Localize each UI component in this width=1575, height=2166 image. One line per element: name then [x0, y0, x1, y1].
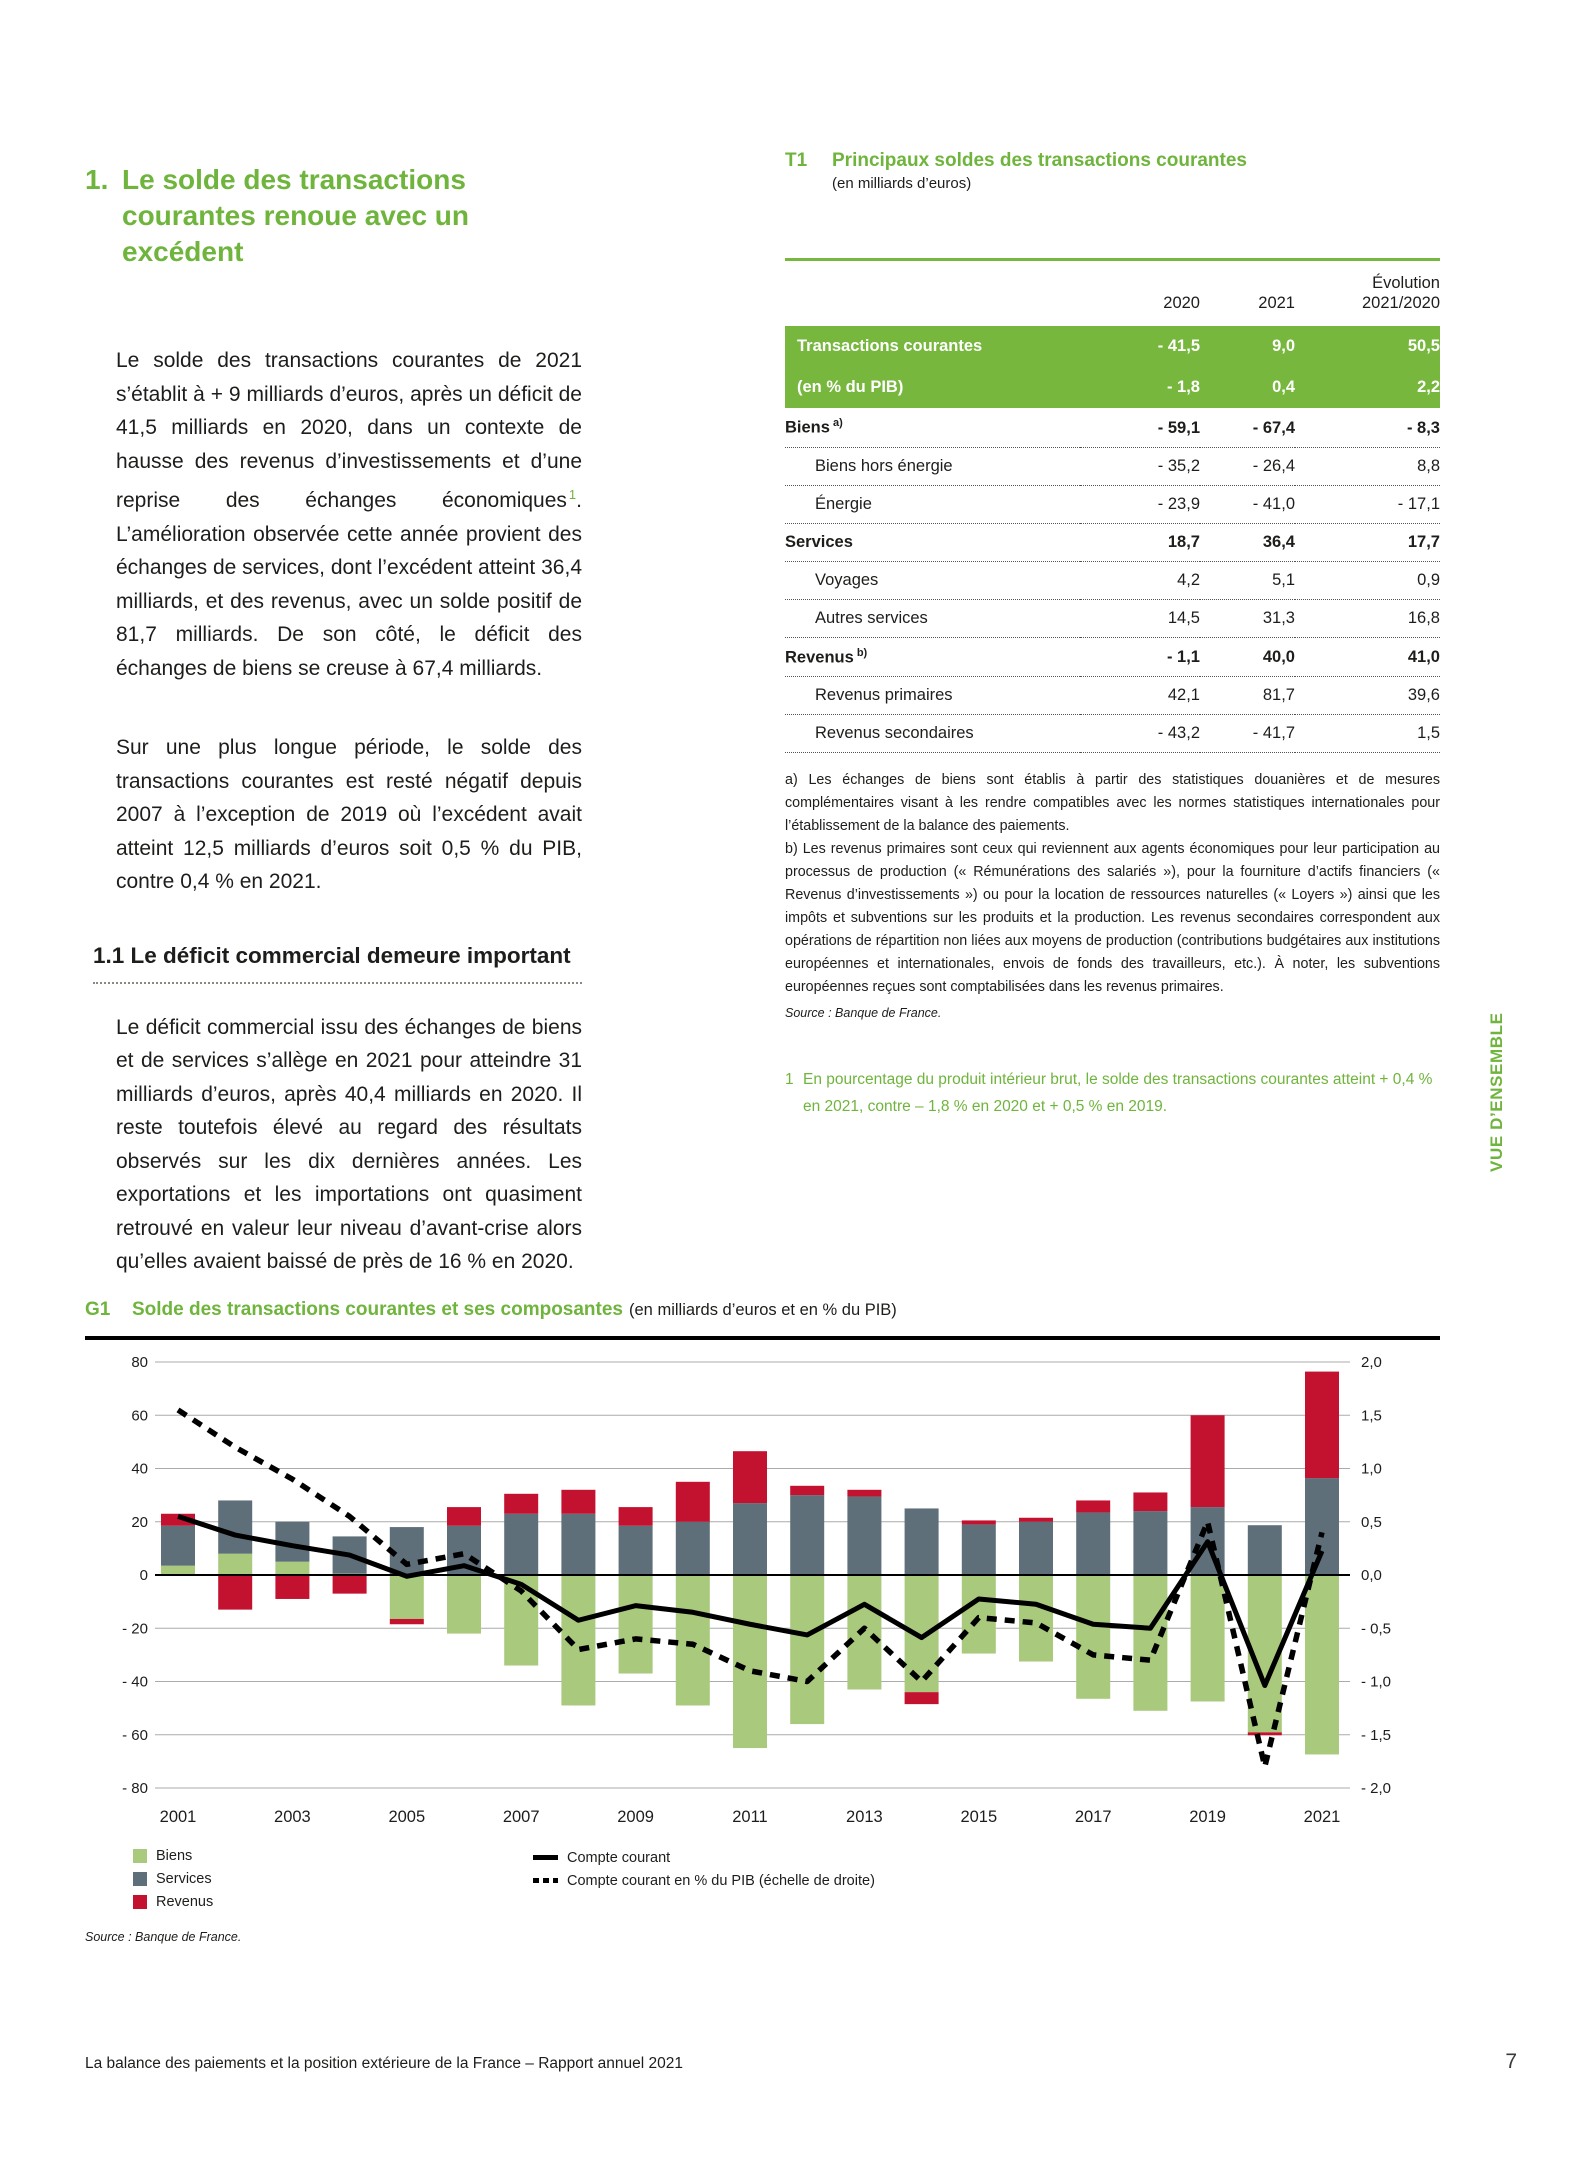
svg-text:2007: 2007 — [502, 1808, 540, 1826]
services-swatch-icon — [133, 1872, 147, 1886]
bars-group — [161, 1372, 1339, 1755]
side-tab-label: VUE D’ENSEMBLE — [1487, 1012, 1506, 1172]
cell-value: 8,8 — [1295, 447, 1440, 485]
legend-label-revenus: Revenus — [156, 1893, 214, 1910]
row-label: Revenus secondaires — [785, 715, 1080, 753]
solid-line-icon — [533, 1855, 558, 1860]
cell-value: 0,9 — [1295, 561, 1440, 599]
svg-text:80: 80 — [131, 1354, 148, 1371]
chart-block — [85, 1297, 1475, 1944]
cell-value: - 26,4 — [1200, 447, 1295, 485]
row-label: Énergie — [785, 485, 1080, 523]
bar-segment — [847, 1496, 881, 1575]
svg-text:- 60: - 60 — [122, 1726, 148, 1744]
legend-line-group — [533, 1846, 875, 1892]
bar-segment — [1076, 1575, 1110, 1699]
chart-legend — [85, 1844, 1475, 1920]
dotted-line-icon — [533, 1878, 558, 1883]
table-row — [785, 408, 1440, 447]
bar-segment — [847, 1490, 881, 1497]
row-label: Services — [785, 523, 1080, 561]
chart-tag: G1 — [85, 1299, 111, 1320]
table-row — [785, 637, 1440, 677]
bar-segment — [676, 1482, 710, 1522]
table-row — [785, 599, 1440, 637]
row-label: Transactions courantes — [785, 326, 1080, 367]
bar-segment — [390, 1575, 424, 1619]
bar-segment — [1133, 1575, 1167, 1711]
cell-value: 2,2 — [1295, 367, 1440, 408]
bar-segment — [676, 1522, 710, 1575]
cell-value: - 41,0 — [1200, 485, 1295, 523]
table-row — [785, 485, 1440, 523]
cell-value: 14,5 — [1080, 599, 1200, 637]
bar-segment — [504, 1514, 538, 1575]
bar-segment — [619, 1526, 653, 1575]
left-column — [85, 150, 582, 1279]
cell-value: 1,5 — [1295, 715, 1440, 753]
bar-segment — [962, 1520, 996, 1524]
row-label: Biens $^{a)}$ — [785, 408, 1080, 447]
cell-value: 39,6 — [1295, 677, 1440, 715]
svg-text:- 1,0: - 1,0 — [1361, 1673, 1392, 1691]
bar-segment — [390, 1619, 424, 1624]
table-tag: T1 — [785, 150, 808, 171]
bar-segment — [1305, 1478, 1339, 1575]
row-label: (en % du PIB) — [785, 367, 1080, 408]
bar-segment — [1076, 1512, 1110, 1575]
bar-segment — [504, 1494, 538, 1514]
svg-text:0,5: 0,5 — [1361, 1513, 1382, 1531]
footnote-a: a) Les échanges de biens sont établis à partir des statistiques douanières et de mesures complémentaires visant à les rendre compatibles avec les normes statistiques internationales pour l’établissement de la balance des paiements. — [785, 772, 1440, 834]
bar-segment — [962, 1575, 996, 1654]
bar-segment — [1305, 1372, 1339, 1479]
bar-segment — [847, 1575, 881, 1689]
bar-segment — [447, 1507, 481, 1526]
row-label: Revenus primaires — [785, 677, 1080, 715]
column-header: 2020 — [1163, 294, 1200, 312]
cell-value: - 41,7 — [1200, 715, 1295, 753]
svg-text:2005: 2005 — [388, 1808, 426, 1826]
x-axis-labels — [160, 1808, 1341, 1826]
chart-title: Solde des transactions courantes et ses composantes — [132, 1299, 624, 1320]
page-number: 7 — [1505, 2050, 1517, 2073]
footer — [85, 2050, 1517, 2074]
svg-text:2009: 2009 — [617, 1808, 654, 1826]
revenus-swatch-icon — [133, 1895, 147, 1909]
bar-segment — [790, 1495, 824, 1575]
bar-segment — [790, 1486, 824, 1495]
bar-segment — [676, 1575, 710, 1705]
bar-segment — [161, 1566, 195, 1575]
cell-value: 0,4 — [1200, 367, 1295, 408]
cell-value: - 67,4 — [1200, 408, 1295, 447]
table-header-row — [785, 273, 1440, 326]
table-subtitle: (en milliards d’euros) — [832, 175, 972, 192]
footnote-1-number: 1 — [785, 1071, 794, 1088]
table-row — [785, 367, 1440, 408]
bar-segment — [1019, 1518, 1053, 1522]
legend-item-biens — [133, 1844, 213, 1867]
table-block — [785, 150, 1440, 1120]
svg-text:0,0: 0,0 — [1361, 1567, 1382, 1584]
bar-segment — [905, 1575, 939, 1692]
bar-segment — [218, 1500, 252, 1553]
bar-segment — [1248, 1525, 1282, 1575]
paragraph-1-text-cont: . L’amélioration observée cette année provient des échanges de services, dont l’excédent atteint 36,4 milliards, et des revenus, avec un solde positif de 81,7 milliards. De son côté, le déficit des échanges de biens se creuse à 67,4 milliards. — [116, 489, 582, 680]
footnote-reference: 1 — [568, 487, 577, 502]
cell-value: 36,4 — [1200, 523, 1295, 561]
svg-text:2011: 2011 — [732, 1808, 768, 1826]
bar-segment — [619, 1507, 653, 1526]
cell-value: 40,0 — [1200, 637, 1295, 677]
table-row — [785, 677, 1440, 715]
table-footnotes — [785, 769, 1440, 999]
cell-value: 9,0 — [1200, 326, 1295, 367]
svg-text:1,0: 1,0 — [1361, 1460, 1382, 1478]
legend-bar-group — [133, 1844, 213, 1913]
bar-segment — [1019, 1522, 1053, 1575]
cell-value: - 8,3 — [1295, 408, 1440, 447]
column-header: Évolution 2021/2020 — [1362, 274, 1440, 312]
svg-text:- 0,5: - 0,5 — [1361, 1620, 1392, 1638]
bar-segment — [275, 1575, 309, 1599]
footer-text: La balance des paiements et la position extérieure de la France – Rapport annuel 2021 — [85, 2055, 684, 2072]
legend-item-compte-courant-pib — [533, 1869, 875, 1892]
cell-value: 5,1 — [1200, 561, 1295, 599]
bar-segment — [161, 1526, 195, 1566]
table — [785, 273, 1440, 753]
table-top-rule — [785, 258, 1440, 261]
table-title: Principaux soldes des transactions courantes — [832, 150, 1247, 171]
bar-segment — [1076, 1500, 1110, 1512]
bar-segment — [1248, 1732, 1282, 1735]
cell-value: - 43,2 — [1080, 715, 1200, 753]
bar-segment — [275, 1562, 309, 1575]
bar-segment — [218, 1554, 252, 1575]
svg-text:60: 60 — [131, 1407, 148, 1425]
biens-swatch-icon — [133, 1849, 147, 1863]
footnote-1-note — [785, 1066, 1440, 1120]
svg-text:2001: 2001 — [159, 1808, 197, 1826]
section-title: Le solde des transactions courantes renoue avec un excédent — [122, 164, 470, 267]
bar-segment — [1305, 1575, 1339, 1754]
svg-text:2021: 2021 — [1303, 1808, 1341, 1826]
bar-segment — [905, 1508, 939, 1575]
table-row — [785, 561, 1440, 599]
cell-value: 41,0 — [1295, 637, 1440, 677]
bar-segment — [1191, 1575, 1225, 1701]
row-label: Biens hors énergie — [785, 447, 1080, 485]
table-row — [785, 447, 1440, 485]
bar-segment — [1133, 1511, 1167, 1575]
svg-text:0: 0 — [139, 1567, 148, 1584]
cell-value: 18,7 — [1080, 523, 1200, 561]
legend-label-compte-courant-pib: Compte courant en % du PIB (échelle de droite) — [567, 1872, 875, 1889]
paragraph-2: Sur une plus longue période, le solde des transactions courantes est resté négatif depuis 2007 à l’exception de 2019 où l’excédent avait atteint 12,5 milliards d’euros soit 0,5 % du PIB, contre 0,4 % en 2021. — [116, 736, 582, 893]
bar-segment — [790, 1575, 824, 1724]
bar-segment — [561, 1514, 595, 1575]
bar-segment — [1019, 1575, 1053, 1662]
cell-value: - 41,5 — [1080, 326, 1200, 367]
cell-value: - 59,1 — [1080, 408, 1200, 447]
svg-text:- 40: - 40 — [122, 1673, 148, 1691]
svg-text:2015: 2015 — [960, 1808, 998, 1826]
cell-value: 17,7 — [1295, 523, 1440, 561]
cell-value: - 35,2 — [1080, 447, 1200, 485]
svg-text:- 20: - 20 — [122, 1620, 148, 1638]
svg-text:- 1,5: - 1,5 — [1361, 1726, 1392, 1744]
legend-label-compte-courant: Compte courant — [567, 1849, 671, 1866]
svg-text:- 2,0: - 2,0 — [1361, 1780, 1392, 1797]
bar-segment — [905, 1692, 939, 1704]
chart-subtitle: (en milliards d’euros et en % du PIB) — [629, 1301, 897, 1319]
bar-segment — [561, 1490, 595, 1514]
bar-segment — [218, 1575, 252, 1610]
cell-value: 50,5 — [1295, 326, 1440, 367]
table-row — [785, 523, 1440, 561]
paragraph-1-text: Le solde des transactions courantes de 2021 s’établit à + 9 milliards d’euros, après un déficit de 41,5 milliards en 2020, dans un contexte de hausse des revenus d’investissements et d’une reprise des échanges économiques — [116, 349, 582, 512]
cell-value: 16,8 — [1295, 599, 1440, 637]
column-header: 2021 — [1258, 294, 1295, 312]
cell-value: - 1,1 — [1080, 637, 1200, 677]
cell-value: - 23,9 — [1080, 485, 1200, 523]
cell-value: - 17,1 — [1295, 485, 1440, 523]
chart-source: Source : Banque de France. — [85, 1930, 242, 1944]
svg-text:2,0: 2,0 — [1361, 1354, 1382, 1371]
g1-chart-svg — [85, 1340, 1475, 1840]
legend-label-biens: Biens — [156, 1847, 193, 1864]
row-label: Autres services — [785, 599, 1080, 637]
svg-text:40: 40 — [131, 1460, 148, 1478]
cell-value: 31,3 — [1200, 599, 1295, 637]
section-heading — [85, 162, 582, 270]
bar-segment — [1191, 1415, 1225, 1507]
legend-label-services: Services — [156, 1870, 212, 1887]
svg-text:2013: 2013 — [846, 1808, 883, 1826]
table-title-row — [785, 150, 1440, 172]
svg-text:2003: 2003 — [274, 1808, 311, 1826]
legend-item-compte-courant — [533, 1846, 875, 1869]
paragraph-3: Le déficit commercial issu des échanges de biens et de services s’allège en 2021 pour atteindre 31 milliards d’euros, après 40,4 milliards en 2020. Il reste toutefois élevé au regard des résultats observés sur les dix dernières années. Les exportations et les importations ont quasiment retrouvé en valeur leur niveau d’avant-crise alors qu’elles avaient baissé de près de 16 % en 2020. — [116, 1015, 582, 1273]
bar-segment — [962, 1524, 996, 1575]
bar-segment — [1133, 1492, 1167, 1511]
legend-item-services — [133, 1867, 213, 1890]
chart-title-row — [85, 1297, 1475, 1323]
table-source: Source : Banque de France. — [785, 1006, 942, 1020]
bar-segment — [619, 1575, 653, 1674]
row-label: Revenus $^{b)}$ — [785, 637, 1080, 677]
svg-text:20: 20 — [131, 1513, 148, 1531]
bar-segment — [733, 1451, 767, 1503]
svg-text:1,5: 1,5 — [1361, 1407, 1382, 1425]
bar-segment — [447, 1575, 481, 1634]
section-number: 1. — [85, 164, 109, 195]
svg-text:- 80: - 80 — [122, 1780, 148, 1797]
cell-value: - 1,8 — [1080, 367, 1200, 408]
row-label: Voyages — [785, 561, 1080, 599]
footnote-1-text: En pourcentage du produit intérieur brut, le solde des transactions courantes atteint + 0,4 % en 2021, contre – 1,8 % en 2020 et + 0,5 % en 2019. — [803, 1071, 1433, 1115]
cell-value: 4,2 — [1080, 561, 1200, 599]
cell-value: 42,1 — [1080, 677, 1200, 715]
footnote-b: b) Les revenus primaires sont ceux qui reviennent aux agents économiques pour leur participation au processus de production (« Rémunérations des salariés »), pour la fourniture d’actifs financiers (« Revenus d’investissements ») ou pour la location de ressources naturelles (« Loyers ») ainsi que les impôts et subventions sur les produits et la production. Les revenus secondaires correspondent aux opérations de répartition non liées aux moyens de production (contributions budgétaires aux institutions européennes et internationales, envois de fonds des travailleurs, etc.). À noter, les subventions européennes reçues sont comptabilisées dans les revenus primaires. — [785, 841, 1440, 995]
bar-segment — [333, 1575, 367, 1594]
cell-value: 81,7 — [1200, 677, 1295, 715]
svg-text:2019: 2019 — [1189, 1808, 1226, 1826]
bar-segment — [733, 1503, 767, 1575]
svg-text:2017: 2017 — [1074, 1808, 1112, 1826]
subsection-heading: 1.1 Le déficit commercial demeure important — [93, 943, 582, 984]
table-row — [785, 326, 1440, 367]
bar-segment — [733, 1575, 767, 1748]
legend-item-revenus — [133, 1890, 213, 1913]
table-row — [785, 715, 1440, 753]
paragraph-1 — [116, 344, 582, 685]
